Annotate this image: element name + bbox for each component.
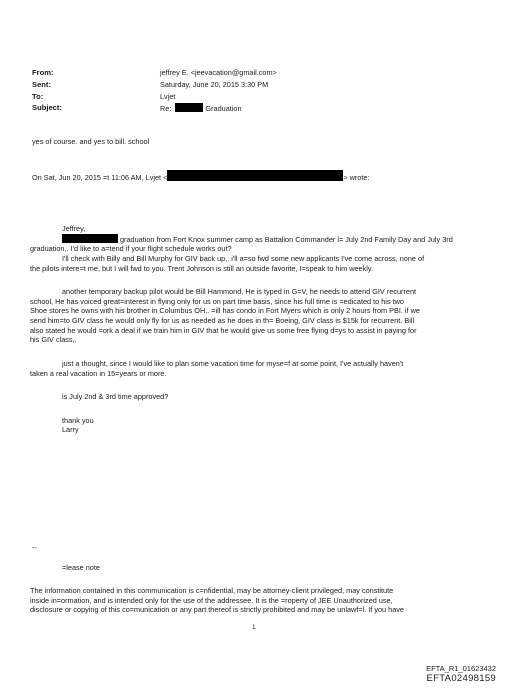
paragraph-3-line-4: send him=to GIV class he would only fly for us as needed as he does in th= Boeing, GIV class is $15k for recurrent. Bill [30, 316, 415, 325]
paragraph-3-line-3: Shoe stores he owns with his brother in Columbus OH,. =ill has condo in Fort Myers which is only 2 hours from PBI. if we [30, 306, 420, 316]
greeting: Jeffrey, [62, 224, 86, 233]
paragraph-3-line-2: school, He has voiced great=interest in flying only for us on part time basis, since his full time is =edicated to his two [30, 296, 404, 306]
paragraph-4-line-1: just a thought, since I would like to plan some vacation time for myse=f at some point, I've actually haven't [62, 358, 404, 368]
reply-text: yes of course. and yes to bill. school [32, 137, 150, 146]
paragraph-3-line-1: another temporary backup pilot would be Bill Hammond, He is typed in G=V, he needs to attend GIV recurrent [62, 287, 417, 297]
to-value: Lvjet [160, 92, 176, 101]
subject-suffix: Graduation [205, 104, 242, 113]
sent-value: Saturday, June 20, 2015 3:30 PM [160, 80, 269, 89]
signature-separator: -- [32, 543, 37, 552]
subject-prefix: Re: [160, 104, 172, 113]
redaction-box [167, 170, 343, 181]
disclaimer-line-2: inside in=ormation, and is intended only for the use of the addressee. It is the =roperty of JEE Unauthorized use, [30, 595, 393, 605]
redaction-box [175, 103, 203, 112]
quote-header [32, 170, 370, 183]
to-label: To: [32, 92, 44, 101]
thanks-line: thank you [62, 415, 94, 425]
from-value: jeffrey E. <jeevacation@gmail.com> [160, 68, 277, 77]
disclaimer-line-3: disclosure or copying of this co=munication or any part thereof is strictly prohibited and may be unlawf=l. If you have [30, 605, 404, 615]
subject-value [160, 103, 242, 114]
subject-label: Subject: [32, 103, 62, 112]
quoted-message [30, 224, 488, 435]
quote-header-suffix: > wrote: [343, 173, 370, 182]
disclaimer [30, 586, 488, 615]
quote-header-prefix: On Sat, Jun 20, 2015 =t 11:06 AM, Lvjet < [32, 173, 168, 182]
sent-label: Sent: [32, 80, 51, 89]
paragraph-3-line-6: his GIV class,. [30, 335, 77, 345]
paragraph-2-line-1: I'll check with Billy and Bill Murphy for GIV back up,. i'll a=so fwd some new applicants I've come across, none of [62, 253, 425, 263]
paragraph-1-line-2: graduation,. I'd like to a=tend if your flight schedule works out? [30, 244, 232, 254]
paragraph-1-text: graduation from Fort Knox summer camp as Battalion Commander l= July 2nd Family Day and July 3rd [120, 234, 453, 244]
footer-id-secondary: EFTA02498159 [426, 673, 496, 684]
redaction-box [62, 234, 118, 243]
page-number: 1 [252, 624, 256, 631]
signature-line: Larry [62, 425, 79, 435]
from-label: From: [32, 68, 54, 77]
footer-id-primary: EFTA_R1_01623432 [426, 664, 496, 673]
paragraph-4-line-2: taken a real vacation in 15=years or more. [30, 368, 167, 378]
paragraph-2-line-2: the pilots intere=t me, but I will fwd to you. Trent Johnson is still an outside favorite, I=speak to him weekly. [30, 263, 373, 273]
please-note: =lease note [62, 563, 100, 572]
question-line: is July 2nd & 3rd time approved? [62, 392, 169, 402]
paragraph-3-line-5: also stated he would =ork a deal if we train him in GIV that he would give us some free flying d=ys to assist in paying for [30, 325, 417, 335]
paragraph-1-line-1 [30, 234, 488, 245]
disclaimer-line-1: The information contained in this communication is c=nfidential, may be attorney-client privileged, may constitute [30, 586, 394, 595]
